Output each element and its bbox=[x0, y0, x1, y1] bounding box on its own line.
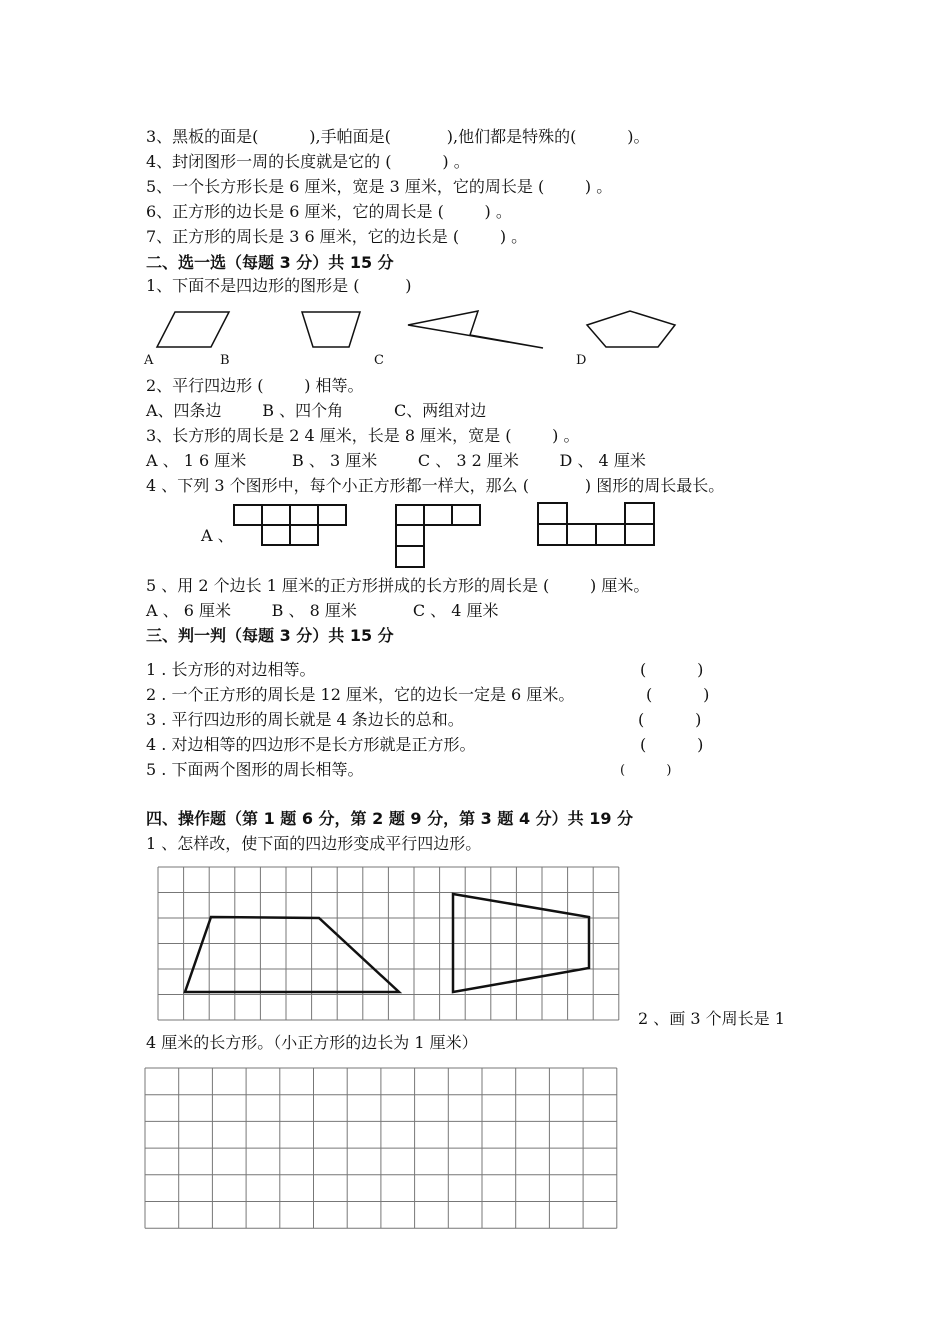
choice-q1: 1、下面不是四边形的图形是 ( ) bbox=[146, 276, 412, 295]
operation-q2-part2: 4 厘米的长方形。（小正方形的边长为 1 厘米） bbox=[146, 1033, 478, 1052]
trapezoid-figure bbox=[185, 917, 399, 992]
shape-label-c: C bbox=[374, 353, 384, 368]
grid-one bbox=[158, 867, 619, 1020]
choice-q5-options: A 、 6 厘米 B 、 8 厘米 C 、 4 厘米 bbox=[146, 601, 499, 620]
section-3-title: 三、判一判（每题 3 分）共 15 分 bbox=[146, 626, 394, 645]
operation-q2-part1: 2 、画 3 个周长是 1 bbox=[638, 1009, 785, 1028]
shape-label-d: D bbox=[576, 353, 587, 368]
choice-q3: 3、长方形的周长是 2 4 厘米，长是 8 厘米，宽是 ( ) 。 bbox=[146, 426, 580, 445]
choice-q5: 5 、用 2 个边长 1 厘米的正方形拼成的长方形的周长是 ( ) 厘米。 bbox=[146, 576, 650, 595]
operation-q1: 1 、怎样改，使下面的四边形变成平行四边形。 bbox=[146, 834, 482, 853]
judge-paren-3: ( ) bbox=[638, 710, 702, 729]
choice-q3-options: A 、 1 6 厘米 B 、 3 厘米 C 、 3 2 厘米 D 、 4 厘米 bbox=[146, 451, 646, 470]
judge-item-5: 5 . 下面两个图形的周长相等。 bbox=[146, 760, 364, 779]
shape-label-b: B bbox=[220, 353, 230, 368]
judge-paren-4: ( ) bbox=[640, 735, 704, 754]
judge-paren-2: ( ) bbox=[646, 685, 710, 704]
judge-item-2: 2 . 一个正方形的周长是 12 厘米，它的边长一定是 6 厘米。 bbox=[146, 685, 575, 704]
choice-q4: 4 、下列 3 个图形中，每个小正方形都一样大，那么 ( ) 图形的周长最长。 bbox=[146, 476, 725, 495]
judge-paren-1: ( ) bbox=[640, 660, 704, 679]
judge-item-3: 3 . 平行四边形的周长就是 4 条边长的总和。 bbox=[146, 710, 464, 729]
shape-label-a: A bbox=[144, 353, 154, 368]
judge-paren-5: ( ) bbox=[620, 763, 672, 778]
judge-item-4: 4 . 对边相等的四边形不是长方形就是正方形。 bbox=[146, 735, 476, 754]
fill-in-q3: 3、黑板的面是( ),手帕面是( ),他们都是特殊的( )。 bbox=[146, 127, 650, 146]
choice-q2: 2、平行四边形 ( ) 相等。 bbox=[146, 376, 364, 395]
fill-in-q7: 7、正方形的周长是 3 6 厘米，它的边长是 ( ) 。 bbox=[146, 227, 528, 246]
section-4-title: 四、操作题（第 1 题 6 分，第 2 题 9 分，第 3 题 4 分）共 19 分 bbox=[146, 809, 634, 828]
fill-in-q6: 6、正方形的边长是 6 厘米，它的周长是 ( ) 。 bbox=[146, 202, 512, 221]
fill-in-q4: 4、封闭图形一周的长度就是它的 ( ) 。 bbox=[146, 152, 470, 171]
q4-label-a: A 、 bbox=[201, 526, 234, 545]
choice-q2-options: A、四条边 B 、四个角 C、两组对边 bbox=[146, 401, 487, 420]
fill-in-q5: 5、一个长方形长是 6 厘米，宽是 3 厘米，它的周长是 ( ) 。 bbox=[146, 177, 613, 196]
grid-two bbox=[145, 1068, 617, 1228]
judge-item-1: 1 . 长方形的对边相等。 bbox=[146, 660, 316, 679]
section-2-title: 二、选一选（每题 3 分）共 15 分 bbox=[146, 253, 394, 272]
